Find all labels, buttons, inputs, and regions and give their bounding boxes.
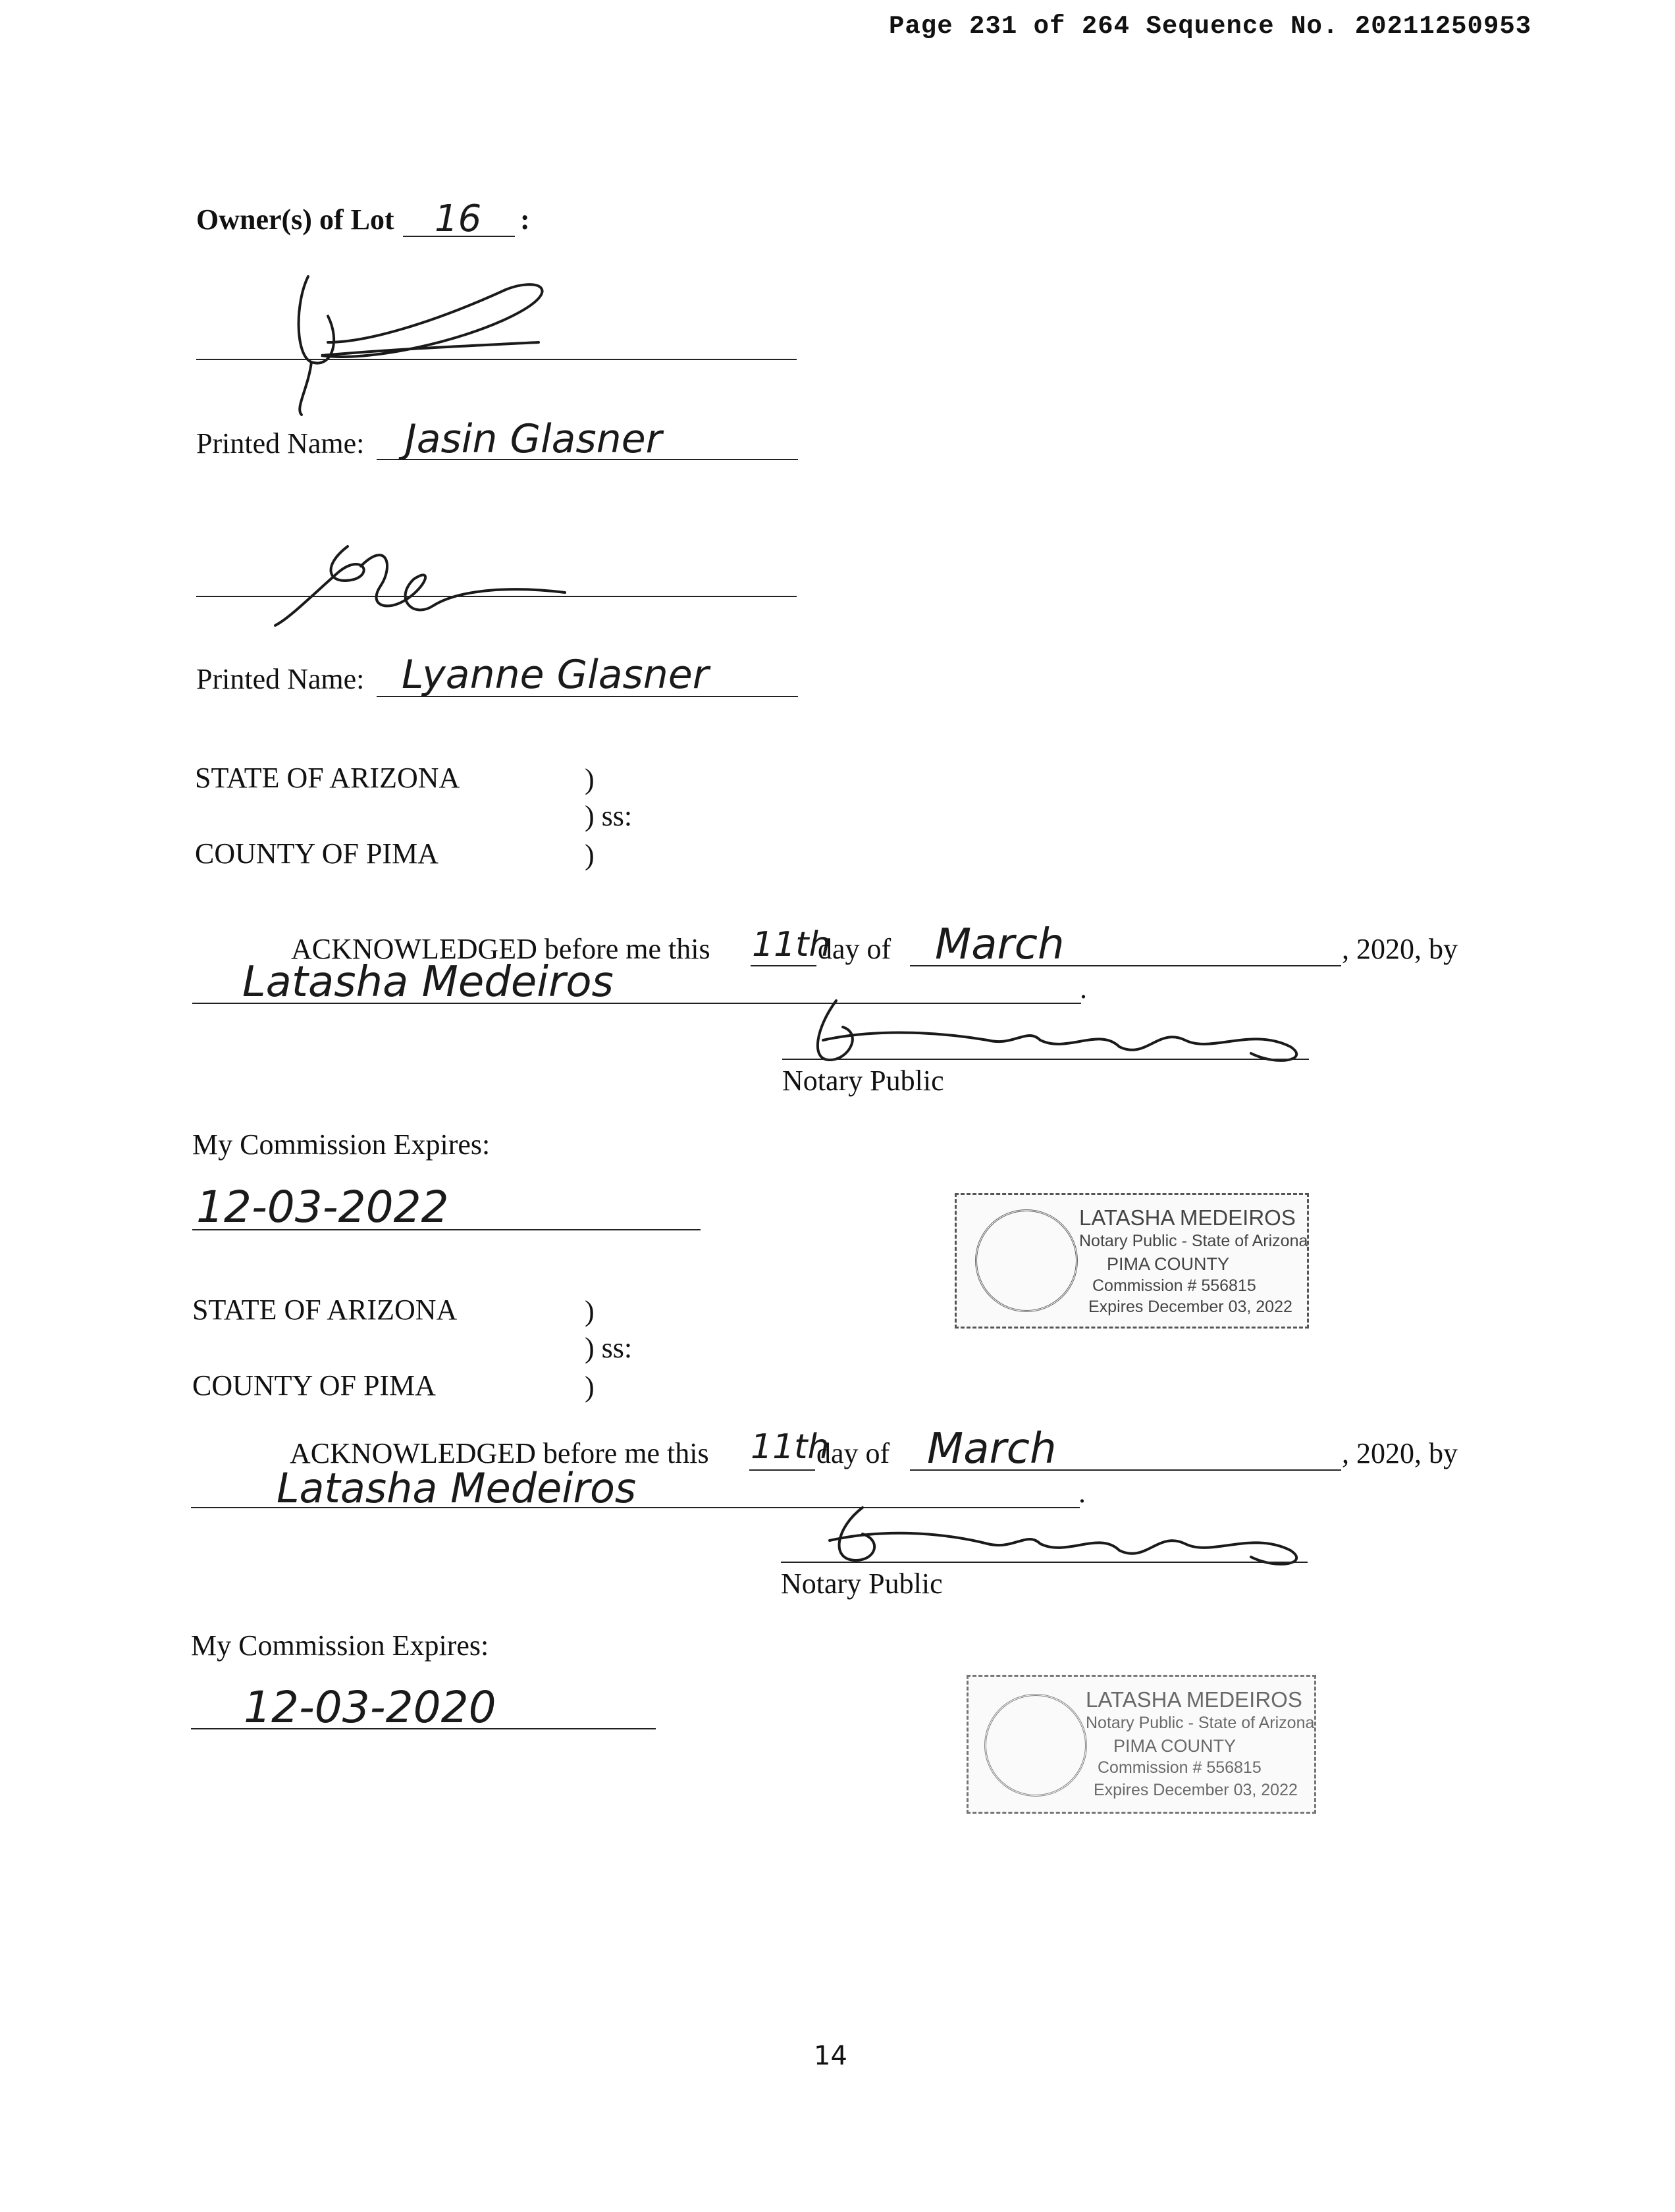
notary-line-1 [782, 1059, 1309, 1060]
notary-signature-1 [790, 988, 1330, 1073]
printed-name-label-1: Printed Name: [196, 427, 365, 460]
county-2: COUNTY OF PIMA [192, 1369, 436, 1402]
stamp-expires-1: Expires December 03, 2022 [1088, 1298, 1292, 1316]
page-number: 14 [814, 2041, 847, 2071]
state-1: STATE OF ARIZONA [195, 762, 460, 794]
notary-stamp-1 [955, 1193, 1309, 1329]
notary-seal-icon [975, 1209, 1078, 1312]
county-1: COUNTY OF PIMA [195, 837, 439, 870]
ack-month-value-1: March [935, 920, 1065, 969]
commission-label-1: My Commission Expires: [192, 1128, 491, 1161]
ack-day-of-1: day of [818, 933, 891, 965]
ack-day-line-2 [749, 1469, 815, 1471]
page-sequence-header: Page 231 of 264 Sequence No. 20211250953 [889, 12, 1532, 41]
paren-2b: ) [585, 1371, 595, 1403]
owner1-signature [196, 263, 802, 421]
ack-day-line-1 [751, 965, 816, 966]
owner2-signature [196, 527, 802, 645]
printed-name-label-2: Printed Name: [196, 663, 365, 695]
notary-line-2 [781, 1562, 1308, 1563]
state-2: STATE OF ARIZONA [192, 1294, 458, 1326]
commission-value-1: 12-03-2022 [196, 1182, 449, 1232]
ack-day-value-1: 11th [752, 925, 831, 964]
notary-seal-icon [984, 1694, 1087, 1797]
ack-month-value-2: March [927, 1425, 1057, 1473]
lot-number: 16 [435, 198, 482, 240]
ack-year-2: , 2020, by [1342, 1437, 1458, 1469]
ack-period-2: . [1078, 1477, 1086, 1509]
printed-name-value-1: Jasin Glasner [405, 416, 662, 462]
stamp-commission-1: Commission # 556815 [1092, 1277, 1256, 1295]
ss-2: ) ss: [585, 1332, 633, 1364]
ack-by-name-2: Latasha Medeiros [277, 1464, 637, 1512]
ack-text-1: ACKNOWLEDGED before me this [291, 933, 710, 965]
stamp-county-2: PIMA COUNTY [1113, 1736, 1236, 1756]
lot-colon: : [520, 203, 530, 236]
ack-text-2: ACKNOWLEDGED before me this [290, 1437, 709, 1469]
stamp-county-1: PIMA COUNTY [1107, 1254, 1230, 1274]
paren-1a: ) [585, 763, 595, 795]
commission-value-2: 12-03-2020 [244, 1682, 496, 1733]
ack-day-of-2: day of [816, 1437, 890, 1469]
stamp-title-1: Notary Public - State of Arizona [1079, 1232, 1308, 1250]
paren-2a: ) [585, 1295, 595, 1327]
ack-period-1: . [1080, 972, 1087, 1005]
stamp-commission-2: Commission # 556815 [1098, 1758, 1262, 1777]
paren-1b: ) [585, 839, 595, 871]
owner2-signature-line [196, 596, 797, 597]
owner1-signature-line [196, 359, 797, 360]
notary-label-2: Notary Public [781, 1567, 943, 1600]
commission-label-2: My Commission Expires: [191, 1629, 489, 1662]
ack-by-name-1: Latasha Medeiros [242, 958, 614, 1007]
lot-label: Owner(s) of Lot [196, 203, 394, 236]
stamp-expires-2: Expires December 03, 2022 [1094, 1781, 1298, 1799]
printed-name-value-2: Lyanne Glasner [402, 652, 709, 698]
ss-1: ) ss: [585, 800, 633, 832]
notary-stamp-2 [967, 1675, 1316, 1814]
stamp-name-2: LATASHA MEDEIROS [1086, 1687, 1302, 1712]
ack-day-value-2: 11th [751, 1427, 830, 1467]
notary-label-1: Notary Public [782, 1065, 944, 1097]
ack-year-1: , 2020, by [1342, 933, 1458, 965]
stamp-title-2: Notary Public - State of Arizona [1086, 1714, 1315, 1732]
stamp-name-1: LATASHA MEDEIROS [1079, 1205, 1296, 1230]
